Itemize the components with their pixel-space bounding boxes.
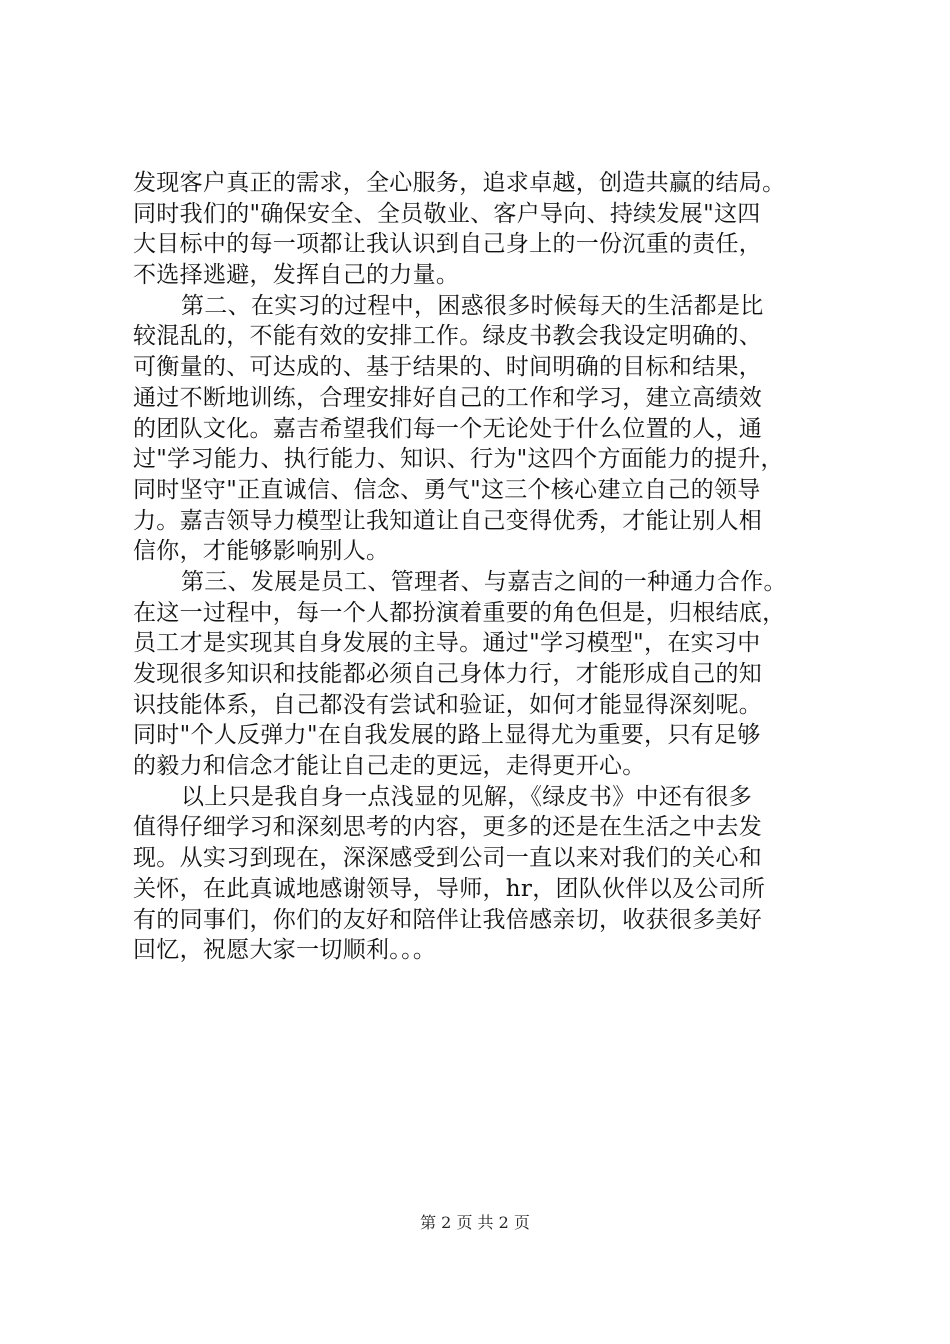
document-body xyxy=(133,168,853,966)
text-line: 力。嘉吉领导力模型让我知道让自己变得优秀，才能让别人相 xyxy=(133,507,763,534)
paragraph-start-line: 以上只是我自身一点浅显的见解，《绿皮书》中还有很多 xyxy=(181,783,752,810)
text-line: 较混乱的，不能有效的安排工作。绿皮书教会我设定明确的、 xyxy=(133,323,763,350)
text-line: 同时"个人反弹力"在自我发展的路上显得尤为重要，只有足够 xyxy=(133,722,761,749)
paragraph-start-line: 第二、在实习的过程中，困惑很多时候每天的生活都是比 xyxy=(181,292,764,319)
text-line: 大目标中的每一项都让我认识到自己身上的一份沉重的责任， xyxy=(133,231,763,258)
text-line: 员工才是实现其自身发展的主导。通过"学习模型"，在实习中 xyxy=(133,630,761,657)
text-line: 同时坚守"正直诚信、信念、勇气"这三个核心建立自己的领导 xyxy=(133,476,761,503)
text-line: 同时我们的"确保安全、全员敬业、客户导向、持续发展"这四 xyxy=(133,200,761,227)
text-line: 在这一过程中，每一个人都扮演着重要的角色但是，归根结底， xyxy=(133,599,786,626)
text-line: 可衡量的、可达成的、基于结果的、时间明确的目标和结果， xyxy=(133,354,763,381)
text-line: 发现客户真正的需求，全心服务，追求卓越，创造共赢的结局。 xyxy=(133,170,786,196)
text-line: 值得仔细学习和深刻思考的内容，更多的还是在生活之中去发 xyxy=(133,814,763,841)
text-line: 有的同事们，你们的友好和陪伴让我倍感亲切，收获很多美好 xyxy=(133,906,763,933)
paragraph-start-line: 第三、发展是员工、管理者、与嘉吉之间的一种通力合作。 xyxy=(181,568,787,595)
text-line: 的毅力和信念才能让自己走的更远，走得更开心。 xyxy=(133,753,646,780)
text-line: 识技能体系，自己都没有尝试和验证，如何才能显得深刻呢。 xyxy=(133,691,763,718)
text-line: 的团队文化。嘉吉希望我们每一个无论处于什么位置的人，通 xyxy=(133,415,763,442)
text-line: 不选择逃避，发挥自己的力量。 xyxy=(133,262,460,289)
text-line: 现。从实习到现在，深深感受到公司一直以来对我们的关心和 xyxy=(133,845,763,872)
page-number-footer: 第 2 页 共 2 页 xyxy=(420,1213,530,1232)
text-line: 通过不断地训练，合理安排好自己的工作和学习，建立高绩效 xyxy=(133,384,763,411)
text-line: 关怀，在此真诚地感谢领导，导师，hr，团队伙伴以及公司所 xyxy=(133,875,766,902)
text-line: 信你，才能够影响别人。 xyxy=(133,538,390,565)
text-line: 发现很多知识和技能都必须自己身体力行，才能形成自己的知 xyxy=(133,661,763,687)
text-line: 回忆，祝愿大家一切顺利。。。 xyxy=(133,937,437,964)
text-line: 过"学习能力、执行能力、知识、行为"这四个方面能力的提升， xyxy=(133,446,784,473)
